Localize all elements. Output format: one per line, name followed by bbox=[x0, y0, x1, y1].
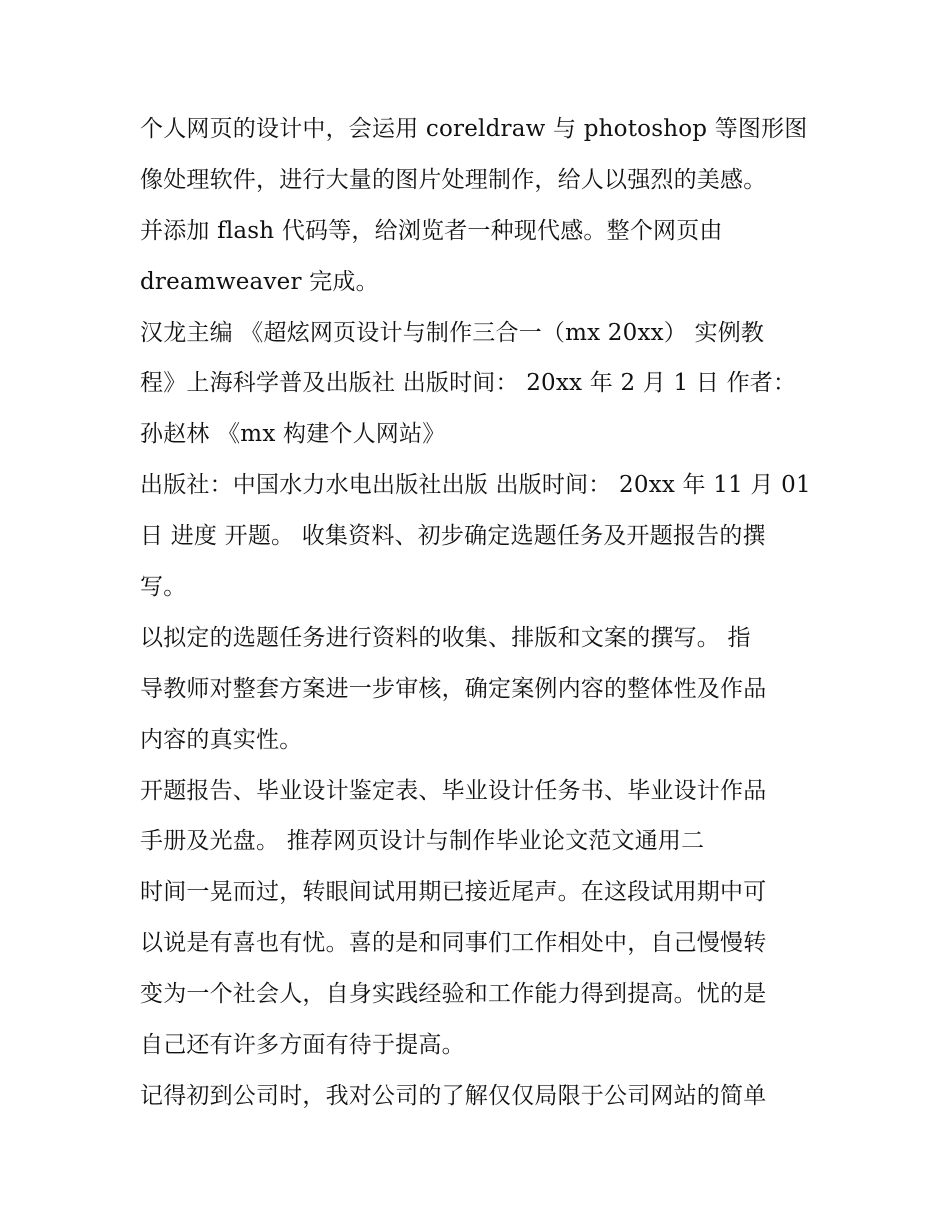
text-line: 自己还有许多方面有待于提高。 bbox=[140, 1032, 465, 1059]
text-line: 变为一个社会人，自身实践经验和工作能力得到提高。忧的是 bbox=[140, 981, 767, 1008]
text-line: 记得初到公司时，我对公司的了解仅仅局限于公司网站的简单 bbox=[140, 1082, 767, 1109]
text-line: 开题报告、毕业设计鉴定表、毕业设计任务书、毕业设计作品 bbox=[140, 777, 767, 804]
text-line: 并添加 flash 代码等，给浏览者一种现代感。整个网页由 bbox=[140, 217, 723, 244]
text-line: 以拟定的选题任务进行资料的收集、排版和文案的撰写。 指 bbox=[140, 624, 751, 651]
text-line: 程》上海科学普及出版社 出版时间： 20xx 年 2 月 1 日 作者： bbox=[140, 370, 797, 397]
text-line: 汉龙主编 《超炫网页设计与制作三合一（mx 20xx） 实例教 bbox=[140, 319, 765, 346]
body-text bbox=[140, 104, 820, 1122]
text-line: 出版社：中国水力水电出版社出版 出版时间： 20xx 年 11 月 01 bbox=[140, 472, 811, 499]
text-line: 孙赵林 《mx 构建个人网站》 bbox=[140, 421, 446, 448]
text-line: dreamweaver 完成。 bbox=[140, 268, 379, 295]
text-line: 手册及光盘。 推荐网页设计与制作毕业论文范文通用二 bbox=[140, 828, 705, 855]
text-line: 内容的真实性。 bbox=[140, 726, 303, 753]
text-line: 导教师对整套方案进一步审核，确定案例内容的整体性及作品 bbox=[140, 675, 767, 702]
text-line: 个人网页的设计中，会运用 coreldraw 与 photoshop 等图形图 bbox=[140, 116, 808, 142]
text-line: 写。 bbox=[140, 574, 187, 601]
text-line: 日 进度 开题。 收集资料、初步确定选题任务及开题报告的撰 bbox=[140, 523, 766, 550]
text-line: 以说是有喜也有忧。喜的是和同事们工作相处中，自己慢慢转 bbox=[140, 930, 767, 957]
text-line: 像处理软件，进行大量的图片处理制作，给人以强烈的美感。 bbox=[140, 166, 767, 193]
text-line: 时间一晃而过，转眼间试用期已接近尾声。在这段试用期中可 bbox=[140, 879, 767, 906]
